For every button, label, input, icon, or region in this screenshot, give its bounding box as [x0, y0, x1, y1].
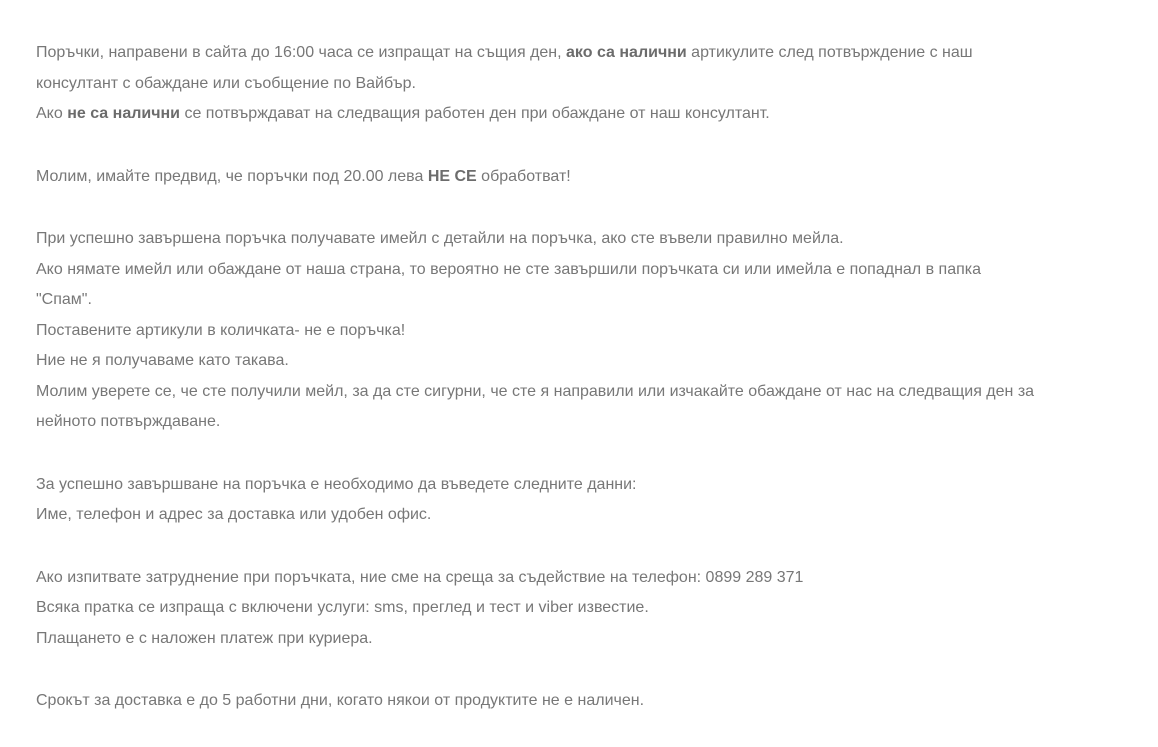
text-segment: обработват! — [476, 167, 571, 185]
text-line: Ако нямате имейл или обаждане от наша страна, то вероятно не сте завършили поръчката си или имейла е попаднал в папка — [36, 260, 982, 278]
text-line: Всяка пратка се изпраща с включени услуги: sms, преглед и тест и viber известие. — [36, 599, 649, 616]
text-line: "Спам". — [36, 291, 92, 308]
paragraph-required-data — [36, 470, 1136, 531]
text-line: При успешно завършена поръчка получавате имейл с детайли на поръчка, ако сте въвели правилно мейла. — [36, 230, 844, 247]
text-segment: Ако — [36, 105, 68, 122]
text-line: нейното потвърждаване. — [36, 413, 221, 430]
text-line: Поставените артикули в количката- не е поръчка! — [36, 321, 406, 339]
text-line: Срокът за доставка е до 5 работни дни, когато някои от продуктите не е наличен. — [36, 692, 645, 709]
paragraph-email-confirmation — [36, 224, 1136, 438]
order-info-text — [36, 38, 1136, 717]
text-line — [36, 38, 1136, 69]
text-segment: артикулите след потвърждение с наш — [686, 44, 973, 61]
text-line: консултант с обаждане или съобщение по Вайбър. — [36, 74, 416, 92]
text-line: За успешно завършване на поръчка е необходимо да въведете следните данни: — [36, 475, 637, 493]
emphasis-not-processed: НЕ СЕ — [427, 167, 477, 185]
text-line: Молим уверете се, че сте получили мейл, за да сте сигурни, че сте я направили или изчакайте обаждане от нас на следващия ден за — [36, 382, 1035, 400]
text-line — [36, 162, 1136, 193]
text-line: Плащането е с наложен платеж при куриера. — [36, 629, 373, 647]
paragraph-delivery-time — [36, 686, 1136, 717]
text-line: Ние не я получаваме като такава. — [36, 352, 289, 369]
text-line: Ако изпитвате затруднение при поръчката, ние сме на среща за съдействие на телефон: 0899 289 371 — [36, 568, 804, 586]
text-segment: се потвърждават на следващия работен ден при обаждане от наш консултант. — [180, 105, 770, 122]
text-segment: Молим, имайте предвид, че поръчки под 20.00 лева — [36, 167, 428, 185]
text-line — [36, 99, 1136, 130]
paragraph-support-payment — [36, 563, 1136, 655]
paragraph-minimum-order — [36, 162, 1136, 193]
text-line: Име, телефон и адрес за доставка или удобен офис. — [36, 506, 432, 523]
paragraph-same-day-shipping — [36, 38, 1136, 130]
text-segment: Поръчки, направени в сайта до 16:00 часа се изпращат на същия ден, — [36, 44, 567, 61]
emphasis-if-available: ако са налични — [566, 44, 687, 61]
emphasis-if-not-available: не са налични — [67, 105, 180, 122]
